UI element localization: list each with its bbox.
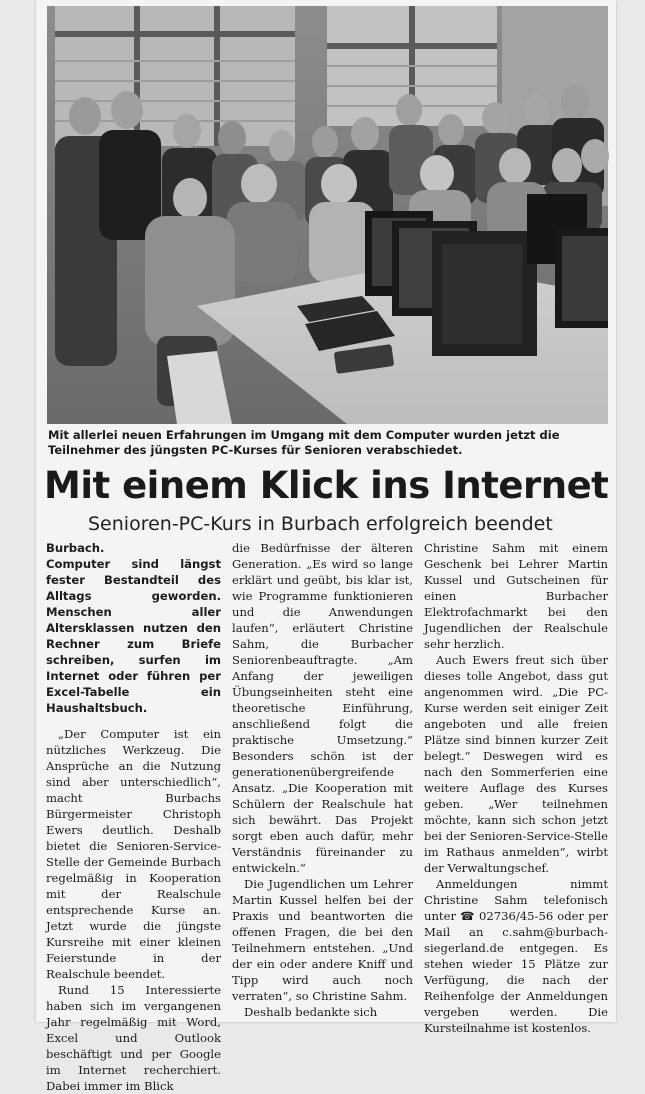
body-paragraph: Rund 15 Interessierte haben sich im vergangenen Jahr regelmäßig mit Word, Excel und Outlook beschäftigt und per Google im Internet recherchiert. Dabei immer im Blick	[46, 983, 221, 1093]
headline: Mit einem Klick ins Internet	[44, 464, 609, 507]
subheadline: Senioren-PC-Kurs in Burbach erfolgreich beendet	[88, 513, 553, 535]
article-column-1	[46, 540, 221, 1093]
article-photo	[47, 6, 608, 424]
body-paragraph: Auch Ewers freut sich über dieses tolle Angebot, dass gut angenommen wird. „Die PC-Kurse werden seit einiger Zeit angeboten und alle freien Plätze sind binnen kurzer Zeit belegt.“ Deswegen wird es nach den Sommerferien eine weitere Auflage des Kurses geben. „Wer teilnehmen möchte, kann sich schon jetzt bei der Senioren-Service-Stelle im Rathaus anmelden“, wirbt der Verwaltungschef.	[424, 653, 608, 875]
body-paragraph: Christine Sahm mit einem Geschenk bei Lehrer Martin Kussel und Gutscheinen für einen Burbacher Elektrofachmarkt bei den Jugendlichen der Realschule sehr herzlich.	[424, 541, 608, 651]
body-paragraph: Anmeldungen nimmt Christine Sahm telefonisch unter ☎ 02736/45-56 oder per Mail an c.sahm@burbach-siegerland.de entgegen. Es stehen wieder 15 Plätze zur Verfügung, die nach der Reihenfolge der Anmeldungen vergeben werden. Die Kursteilnahme ist kostenlos.	[424, 877, 608, 1035]
article-column-3	[424, 540, 608, 1035]
body-paragraph: die Bedürfnisse der älteren Generation. „Es wird so lange erklärt und geübt, bis klar ist, wie Programme funktionieren und die Anwendungen laufen“, erläutert Christine Sahm, die Burbacher Seniorenbeauftragte. „Am Anfang der jeweiligen Übungseinheiten steht eine theoretische Einführung, anschließend folgt die praktische Umsetzung.“ Besonders schön ist der generationenübergreifende Ansatz. „Die Kooperation mit Schülern der Realschule hat sich bewährt. Das Projekt sorgt eben auch dafür, mehr Verständnis füreinander zu entwickeln.“	[232, 541, 413, 875]
body-paragraph: Deshalb bedankte sich	[244, 1005, 378, 1019]
lead-paragraph: Computer sind längst fester Bestandteil des Alltags geworden. Menschen aller Altersklassen nutzen den Rechner zum Briefe schreiben, surfen im Internet oder führen per Excel-Tabelle ein Haushaltsbuch.	[46, 557, 221, 715]
body-paragraph: Die Jugendlichen um Lehrer Martin Kussel helfen bei der Praxis und beantworten die offenen Fragen, die bei den Teilnehmern entstehen. „Und der ein oder andere Kniff und Tipp wird auch noch verraten“, so Christine Sahm.	[232, 877, 413, 1003]
photo-caption: Mit allerlei neuen Erfahrungen im Umgang mit dem Computer wurden jetzt die Teilnehmer des jüngsten PC-Kurses für Senioren verabschiedet.	[48, 428, 560, 457]
article-column-2	[232, 540, 413, 1019]
newspaper-clipping	[36, 0, 616, 1093]
group-photo-image	[47, 6, 608, 424]
body-paragraph: „Der Computer ist ein nützliches Werkzeug. Die Ansprüche an die Nutzung sind aber unterschiedlich“, macht Burbachs Bürgermeister Christoph Ewers deutlich. Deshalb bietet die Senioren-Service-Stelle der Gemeinde Burbach regelmäßig in Kooperation mit der Realschule entsprechende Kurse an. Jetzt wurde die jüngste Kursreihe mit einer kleinen Feierstunde in der Realschule beendet.	[46, 727, 221, 981]
dateline: Burbach.	[46, 541, 105, 555]
